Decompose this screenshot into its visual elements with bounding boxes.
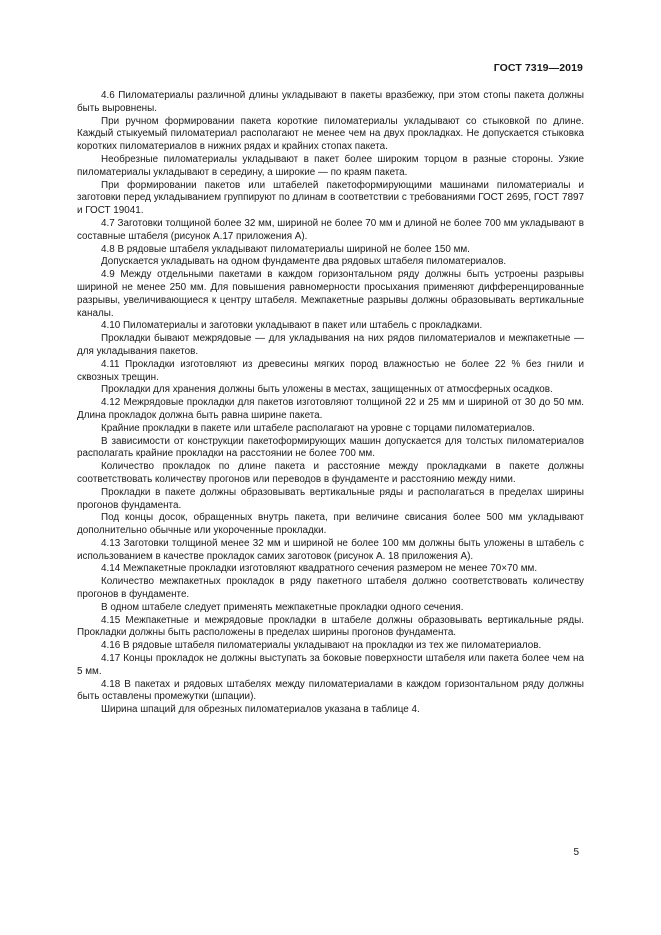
paragraph: 4.11 Прокладки изготовляют из древесины мягких пород влажностью не более 22 % без гнили и сквозных трещин. bbox=[77, 358, 584, 383]
paragraph: 4.13 Заготовки толщиной менее 32 мм и шириной не более 100 мм должны быть уложены в штабель с использованием в качестве прокладок самих заготовок (рисунок А. 18 приложения А). bbox=[77, 537, 584, 562]
paragraph: Прокладки для хранения должны быть уложены в местах, защищенных от атмосферных осадков. bbox=[101, 384, 553, 396]
paragraph: Допускается укладывать на одном фундаменте два рядовых штабеля пиломатериалов. bbox=[101, 256, 507, 268]
paragraph: Прокладки в пакете должны образовывать вертикальные ряды и располагаться в пределах ширины прогонов фундамента. bbox=[77, 486, 584, 511]
paragraph: Прокладки бывают межрядовые — для укладывания на них рядов пиломатериалов и межпакетные — для укладывания пакетов. bbox=[77, 333, 584, 357]
page-number: 5 bbox=[573, 847, 579, 858]
paragraph: Ширина шпаций для обрезных пиломатериалов указана в таблице 4. bbox=[101, 704, 420, 716]
paragraph: Количество межпакетных прокладок в ряду пакетного штабеля должно соответствовать количеству прогонов в фундаменте. bbox=[77, 576, 584, 601]
paragraph: 4.10 Пиломатериалы и заготовки укладывают в пакет или штабель с прокладками. bbox=[101, 320, 483, 332]
paragraph: При ручном формировании пакета короткие пиломатериалы укладывают со стыковкой по длине. Каждый стыкуемый пиломатериал располагают не менее чем на двух прокладках. Не допускается стыковка коротких пиломатериалов в нижних рядах и крайних стопах пакета. bbox=[77, 115, 584, 153]
paragraph: 4.6 Пиломатериалы различной длины укладывают в пакеты вразбежку, при этом стопы пакета должны быть выровнены. bbox=[77, 90, 584, 114]
paragraph: 4.9 Между отдельными пакетами в каждом горизонтальном ряду должны быть устроены разрывы шириной не менее 250 мм. Для повышения равномерности просыхания применяют дифференцированные разрывы, увеличивающиеся к центру штабеля. Межпакетные разрывы должны образовывать вертикальные каналы. bbox=[77, 269, 584, 319]
paragraph: 4.15 Межпакетные и межрядовые прокладки в штабеле должны образовывать вертикальные ряды. Прокладки должны быть расположены в пределах ширины прогонов фундамента. bbox=[77, 614, 584, 639]
paragraph: 4.12 Межрядовые прокладки для пакетов изготовляют толщиной 22 и 25 мм и шириной от 30 до 50 мм. Длина прокладок должна быть равна ширине пакета. bbox=[77, 397, 584, 421]
paragraph: 4.8 В рядовые штабеля укладывают пиломатериалы шириной не более 150 мм. bbox=[101, 243, 470, 255]
paragraph: Необрезные пиломатериалы укладывают в пакет более широким торцом в разные стороны. Узкие пиломатериалы укладывают в середину, а широкие — по краям пакета. bbox=[77, 153, 584, 178]
paragraph: В одном штабеле следует применять межпакетные прокладки одного сечения. bbox=[101, 601, 464, 613]
standard-header: ГОСТ 7319—2019 bbox=[493, 62, 583, 74]
paragraph: Под концы досок, обращенных внутрь пакета, при величине свисания более 500 мм укладывают дополнительно обычные или укороченные прокладки. bbox=[77, 512, 584, 537]
paragraph: В зависимости от конструкции пакетоформирующих машин допускается для толстых пиломатериалов располагать крайние прокладки на расстоянии не более 700 мм. bbox=[77, 435, 584, 460]
paragraph: 4.14 Межпакетные прокладки изготовляют квадратного сечения размером не менее 70×70 мм. bbox=[101, 563, 538, 575]
document-body bbox=[77, 90, 584, 717]
paragraph: 4.7 Заготовки толщиной более 32 мм, шириной не более 70 мм и длиной не более 700 мм укладывают в составные штабеля (рисунок А.17 приложения А). bbox=[77, 217, 584, 242]
paragraph: Количество прокладок по длине пакета и расстояние между прокладками в пакете должны соответствовать количеству прогонов или переводов в фундаменте и расстоянию между ними. bbox=[77, 461, 584, 485]
paragraph: Крайние прокладки в пакете или штабеле располагают на уровне с торцами пиломатериалов. bbox=[101, 422, 535, 434]
paragraph: 4.17 Концы прокладок не должны выступать за боковые поверхности штабеля или пакета более чем на 5 мм. bbox=[77, 653, 584, 677]
paragraph: 4.18 В пакетах и рядовых штабелях между пиломатериалами в каждом горизонтальном ряду должны быть оставлены промежутки (шпации). bbox=[77, 678, 584, 703]
paragraph: 4.16 В рядовые штабеля пиломатериалы укладывают на прокладки из тех же пиломатериалов. bbox=[101, 640, 542, 652]
paragraph: При формировании пакетов или штабелей пакетоформирующими машинами пиломатериалы и заготовки перед укладыванием группируют по длинам в соответствии с требованиями ГОСТ 2695, ГОСТ 7897 и ГОСТ 19041. bbox=[77, 179, 584, 217]
